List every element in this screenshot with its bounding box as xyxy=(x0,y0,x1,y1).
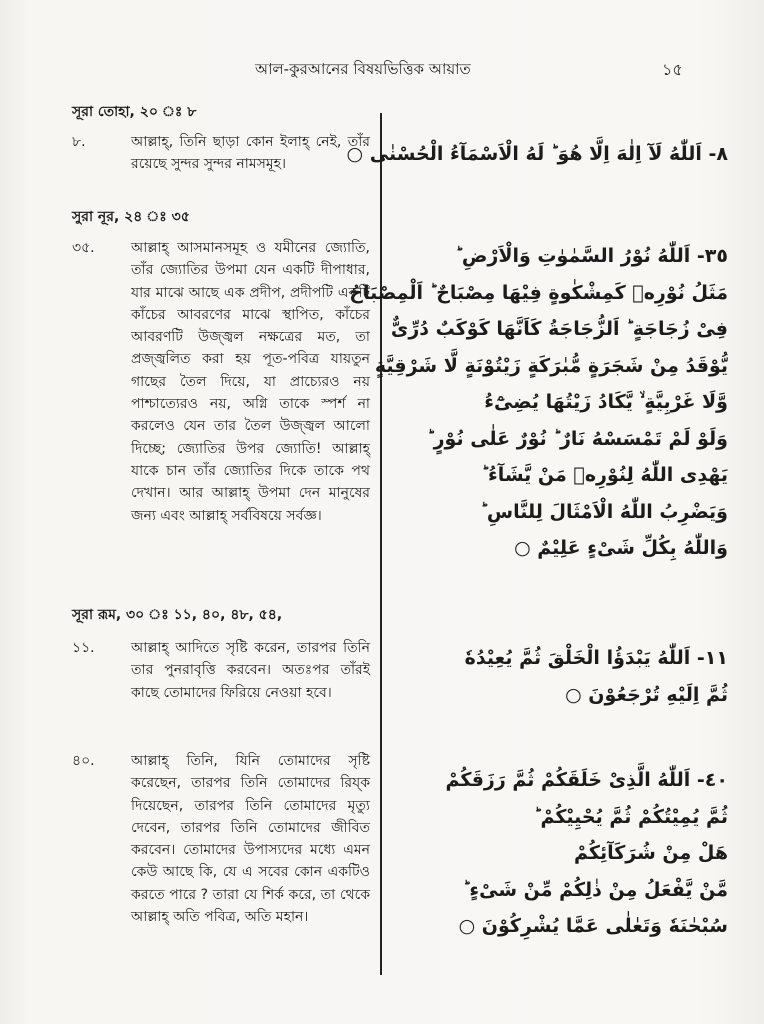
verse-translation-rum-40 xyxy=(72,750,370,928)
arabic-line: ٨- اَللّٰهُ لَآ اِلٰهَ اِلَّا هُوَ ؕ لَهُ الْاَسْمَآءُ الْحُسْنٰى ○ xyxy=(346,143,728,165)
arabic-line: وَّلَا غَرْبِيَّةٍ ۙ يَّكَادُ زَيْتُهَا يُضِىْٓءُ xyxy=(484,391,728,413)
verse-number: ৪০. xyxy=(72,753,95,769)
verse-bengali-text: আল্লাহ্ তিনি, যিনি তোমাদের সৃষ্টি করেছেন, তারপর তিনি তোমাদের রিয্ক দিয়েছেন, তারপর তিনি তোমাদের মৃত্যু দেবেন, তারপর তিনি তোমাদের জীবিত করবেন। তোমাদের উপাস্যদের মধ্যে এমন কেউ আছে কি, যে এ সবের কোন একটিও করতে পারে ? তারা যে শির্ক করে, তা থেকে আল্লাহ্ অতি পবিত্র, অতি মহান। xyxy=(131,753,370,926)
arabic-line: وَيَضْرِبُ اللّٰهُ الْاَمْثَالَ لِلنَّاسِ ؕ xyxy=(480,500,728,523)
arabic-line: مَّنْ يَّفْعَلُ مِنْ ذٰلِكُمْ مِّنْ شَىْءٍ ؕ xyxy=(462,878,728,901)
arabic-line: مَثَلُ نُوْرِهٖ كَمِشْكٰوةٍ فِيْهَا مِصْبَاحٌ ؕ اَلْمِصْبَاحُ xyxy=(349,281,728,304)
arabic-line: ١١- اَللّٰهُ يَبْدَؤُا الْخَلْقَ ثُمَّ يُعِيْدُهٗ xyxy=(464,647,728,669)
arabic-line: ٤٠- اَللّٰهُ الَّذِىْ خَلَقَكُمْ ثُمَّ رَزَقَكُمْ xyxy=(445,769,728,791)
verse-translation-rum-11 xyxy=(72,637,370,704)
verse-number: ৮. xyxy=(72,134,86,150)
page-number: ১৫ xyxy=(662,60,683,79)
verse-translation-nur-35 xyxy=(72,237,370,527)
surah-heading-taha: সূরা তোহা, ২০ ঃ ৮ xyxy=(72,104,197,120)
verse-translation-taha-8 xyxy=(72,131,370,176)
arabic-verse-rum-40 xyxy=(398,762,728,945)
arabic-line: ٣٥- اَللّٰهُ نُوْرُ السَّمٰوٰتِ وَالْاَرْضِ ؕ xyxy=(455,245,728,267)
arabic-verse-nur-35 xyxy=(349,238,728,567)
surah-heading-nur: সুরা নূর, ২৪ ঃ ৩৫ xyxy=(72,209,190,225)
arabic-line: وَاللّٰهُ بِكُلِّ شَىْءٍ عَلِيْمٌ ○ xyxy=(514,537,728,559)
arabic-line: ثُمَّ يُمِيْتُكُمْ ثُمَّ يُحْيِيْكُمْ ؕ xyxy=(533,805,728,828)
arabic-verse-rum-11 xyxy=(398,640,728,713)
arabic-line: يَهْدِى اللّٰهُ لِنُوْرِهٖ مَنْ يَّشَآءُ ؕ xyxy=(481,464,728,486)
verse-number: ৩৫. xyxy=(72,240,95,256)
arabic-line: فِىْ زُجَاجَةٍ ؕ اَلزُّجَاجَةُ كَاَنَّهَا كَوْكَبٌ دُرِّىٌّ xyxy=(390,318,728,340)
running-head: আল-কুরআনের বিষয়ভিত্তিক আয়াত xyxy=(255,60,471,78)
arabic-line: يُّوْقَدُ مِنْ شَجَرَةٍ مُّبٰرَكَةٍ زَيْتُوْنَةٍ لَّا شَرْقِيَّةٍ xyxy=(374,354,728,377)
arabic-line: وَلَوْ لَمْ تَمْسَسْهُ نَارٌ ؕ نُوْرٌ عَلٰى نُوْرٍ ؕ xyxy=(426,427,728,450)
verse-bengali-text: আল্লাহ্ আদিতে সৃষ্টি করেন, তারপর তিনি তার পুনরাবৃত্তি করবেন। অতঃপর তাঁরই কাছে তোমাদের ফিরিয়ে নেওয়া হবে। xyxy=(131,640,370,701)
arabic-verse-taha-8 xyxy=(346,136,728,173)
verse-number: ১১. xyxy=(72,640,95,656)
verse-bengali-text: আল্লাহ্, তিনি ছাড়া কোন ইলাহ্ নেই, তাঁর রয়েছে সুন্দর সুন্দর নামসমূহ। xyxy=(131,134,370,173)
column-divider xyxy=(380,113,382,975)
arabic-line: ثُمَّ اِلَيْهِ تُرْجَعُوْنَ ○ xyxy=(565,683,728,706)
surah-heading-rum: সূরা রূম, ৩০ ঃ ১১, ৪০, ৪৮, ৫৪, xyxy=(72,607,283,623)
arabic-line: سُبْحٰنَهٗ وَتَعٰلٰى عَمَّا يُشْرِكُوْنَ ○ xyxy=(458,915,728,937)
arabic-line: هَلْ مِنْ شُرَكَآئِكُمْ xyxy=(574,842,728,864)
verse-bengali-text: আল্লাহ্ আসমানসমূহ ও যমীনের জ্যোতি, তাঁর জ্যোতির উপমা যেন একটি দীপাধার, যার মাঝে আছে এক প্রদীপ, প্রদীপটি একটি কাঁচের আবরণের মাঝে স্থাপিত, কাঁচের আবরণটি উজ্জ্বল নক্ষত্রের মত, তা প্রজ্জ্বলিত করা হয় পূত-পবিত্র যায়তুন গাছের তৈল দিয়ে, যা প্রাচ্যেরও নয় পাশ্চাত্যেরও নয়, অগ্নি তাকে স্পর্শ না করলেও যেন তার তৈল উজ্জ্বল আলো দিচ্ছে; জ্যোতির উপর জ্যোতি! আল্লাহ্ যাকে চান তাঁর জ্যোতির দিকে তাকে পথ দেখান। আর আল্লাহ্ উপমা দেন মানুষের জন্য এবং আল্লাহ্ সর্ববিষয়ে সর্বজ্ঞ। xyxy=(131,240,370,524)
